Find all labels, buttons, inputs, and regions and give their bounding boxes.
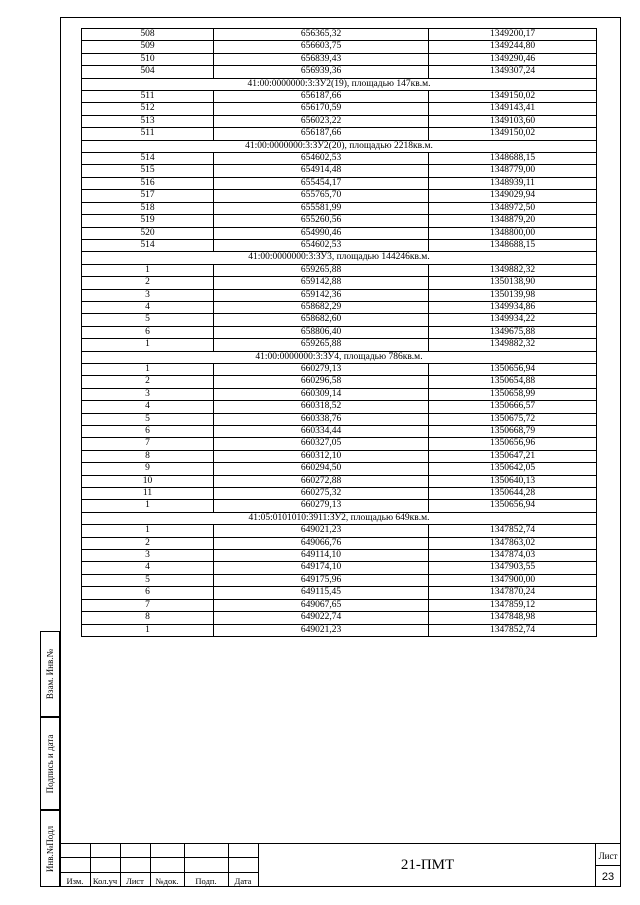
table-row — [82, 227, 597, 239]
coord-x: 649021,23 — [214, 624, 429, 636]
table-row — [82, 450, 597, 462]
coord-x: 649021,23 — [214, 525, 429, 537]
coord-x: 655454,17 — [214, 177, 429, 189]
coord-y: 1348939,11 — [429, 177, 597, 189]
point-number: 8 — [82, 612, 214, 624]
table-row — [82, 426, 597, 438]
table-row — [82, 624, 597, 636]
side-stamp — [40, 631, 60, 887]
coord-y: 1350640,13 — [429, 475, 597, 487]
coord-y: 1348800,00 — [429, 227, 597, 239]
point-number: 6 — [82, 326, 214, 338]
table-row — [82, 177, 597, 189]
point-number: 519 — [82, 215, 214, 227]
table-row — [82, 413, 597, 425]
point-number: 516 — [82, 177, 214, 189]
point-number: 511 — [82, 128, 214, 140]
point-number: 510 — [82, 53, 214, 65]
parcel-header-row — [82, 351, 597, 363]
coord-y: 1347859,12 — [429, 599, 597, 611]
coord-y: 1349200,17 — [429, 29, 597, 41]
coord-x: 660294,50 — [214, 463, 429, 475]
coord-y: 1350668,79 — [429, 426, 597, 438]
coord-y: 1347863,02 — [429, 537, 597, 549]
table-row — [82, 587, 597, 599]
inv-orig-cell — [40, 810, 60, 887]
coord-x: 649175,96 — [214, 574, 429, 586]
ndok-label: №док. — [155, 876, 179, 886]
coord-y: 1348879,20 — [429, 215, 597, 227]
title-block — [60, 843, 621, 887]
coord-y: 1350654,88 — [429, 376, 597, 388]
table-row — [82, 599, 597, 611]
point-number: 4 — [82, 301, 214, 313]
coord-x: 654990,46 — [214, 227, 429, 239]
coord-y: 1349290,46 — [429, 53, 597, 65]
coord-y: 1349150,02 — [429, 128, 597, 140]
coord-y: 1349675,88 — [429, 326, 597, 338]
coord-y: 1347852,74 — [429, 525, 597, 537]
point-number: 5 — [82, 413, 214, 425]
table-row — [82, 326, 597, 338]
point-number: 515 — [82, 165, 214, 177]
table-row — [82, 401, 597, 413]
table-row — [82, 363, 597, 375]
coord-y: 1349244,80 — [429, 41, 597, 53]
table-row — [82, 53, 597, 65]
coord-x: 655765,70 — [214, 190, 429, 202]
table-row — [82, 29, 597, 41]
coord-x: 660272,88 — [214, 475, 429, 487]
coord-x: 649174,10 — [214, 562, 429, 574]
sheet-box — [595, 843, 621, 887]
parcel-header: 41:00:0000000:3:ЗУ2(19), площадью 147кв.м. — [82, 78, 597, 90]
document-code: 21-ПМТ — [400, 856, 455, 873]
parcel-header: 41:00:0000000:3:ЗУ3, площадью 144246кв.м. — [82, 252, 597, 264]
coord-y: 1348779,00 — [429, 165, 597, 177]
point-number: 3 — [82, 289, 214, 301]
table-row — [82, 190, 597, 202]
parcel-header-row — [82, 512, 597, 524]
table-row — [82, 202, 597, 214]
parcel-header-row — [82, 78, 597, 90]
coord-y: 1350138,90 — [429, 277, 597, 289]
coord-y: 1347852,74 — [429, 624, 597, 636]
coord-x: 656187,66 — [214, 128, 429, 140]
table-row — [82, 314, 597, 326]
table-row — [82, 115, 597, 127]
coord-y: 1350656,94 — [429, 363, 597, 375]
point-number: 517 — [82, 190, 214, 202]
coord-x: 654602,53 — [214, 239, 429, 251]
coord-x: 654602,53 — [214, 153, 429, 165]
table-row — [82, 562, 597, 574]
coord-y: 1349882,32 — [429, 264, 597, 276]
coord-y: 1350656,96 — [429, 438, 597, 450]
coord-x: 660327,05 — [214, 438, 429, 450]
point-number: 2 — [82, 376, 214, 388]
coord-x: 654914,48 — [214, 165, 429, 177]
table-row — [82, 550, 597, 562]
point-number: 2 — [82, 277, 214, 289]
coord-x: 649115,45 — [214, 587, 429, 599]
parcel-header: 41:05:0101010:3911:ЗУ2, площадью 649кв.м. — [82, 512, 597, 524]
coord-x: 660296,58 — [214, 376, 429, 388]
coord-y: 1350656,94 — [429, 500, 597, 512]
coord-x: 656839,43 — [214, 53, 429, 65]
table-row — [82, 463, 597, 475]
point-number: 4 — [82, 562, 214, 574]
coord-x: 660275,32 — [214, 488, 429, 500]
coord-y: 1349307,24 — [429, 66, 597, 78]
point-number: 7 — [82, 599, 214, 611]
table-row — [82, 128, 597, 140]
coord-x: 656365,32 — [214, 29, 429, 41]
coordinates-table — [81, 28, 597, 637]
point-number: 1 — [82, 624, 214, 636]
coord-y: 1349150,02 — [429, 91, 597, 103]
table-row — [82, 438, 597, 450]
point-number: 1 — [82, 500, 214, 512]
table-row — [82, 277, 597, 289]
coord-y: 1350658,99 — [429, 388, 597, 400]
table-row — [82, 91, 597, 103]
table-row — [82, 537, 597, 549]
coord-x: 660312,10 — [214, 450, 429, 462]
swap-inv-cell — [40, 631, 60, 717]
point-number: 7 — [82, 438, 214, 450]
table-row — [82, 103, 597, 115]
parcel-header: 41:00:0000000:3:ЗУ2(20), площадью 2218кв.м. — [82, 140, 597, 152]
coord-y: 1347903,55 — [429, 562, 597, 574]
point-number: 6 — [82, 426, 214, 438]
list-label: Лист — [126, 876, 144, 886]
coord-x: 656023,22 — [214, 115, 429, 127]
table-row — [82, 153, 597, 165]
coord-x: 649114,10 — [214, 550, 429, 562]
coord-x: 658682,29 — [214, 301, 429, 313]
coord-x: 656939,36 — [214, 66, 429, 78]
table-row — [82, 264, 597, 276]
point-number: 5 — [82, 574, 214, 586]
coord-y: 1349143,41 — [429, 103, 597, 115]
point-number: 10 — [82, 475, 214, 487]
coord-y: 1347848,98 — [429, 612, 597, 624]
kol-label: Кол.уч — [92, 876, 118, 886]
table-row — [82, 475, 597, 487]
coord-y: 1347900,00 — [429, 574, 597, 586]
coord-y: 1350666,57 — [429, 401, 597, 413]
coord-x: 658806,40 — [214, 326, 429, 338]
point-number: 9 — [82, 463, 214, 475]
point-number: 518 — [82, 202, 214, 214]
coord-x: 660309,14 — [214, 388, 429, 400]
coord-x: 649067,65 — [214, 599, 429, 611]
swap-inv-label: Взам. Инв.№ — [45, 648, 55, 700]
coord-y: 1350642,05 — [429, 463, 597, 475]
coord-y: 1348972,50 — [429, 202, 597, 214]
coord-y: 1348688,15 — [429, 153, 597, 165]
coord-x: 656187,66 — [214, 91, 429, 103]
coord-y: 1350139,98 — [429, 289, 597, 301]
coord-x: 659142,88 — [214, 277, 429, 289]
coord-x: 649022,74 — [214, 612, 429, 624]
coord-y: 1349934,22 — [429, 314, 597, 326]
table-row — [82, 488, 597, 500]
table-row — [82, 376, 597, 388]
table-row — [82, 525, 597, 537]
point-number: 514 — [82, 239, 214, 251]
coord-x: 656170,59 — [214, 103, 429, 115]
point-number: 514 — [82, 153, 214, 165]
table-row — [82, 388, 597, 400]
table-row — [82, 289, 597, 301]
point-number: 1 — [82, 525, 214, 537]
coord-x: 658682,60 — [214, 314, 429, 326]
point-number: 504 — [82, 66, 214, 78]
table-row — [82, 165, 597, 177]
coord-x: 659265,88 — [214, 339, 429, 351]
table-row — [82, 41, 597, 53]
coord-x: 655581,99 — [214, 202, 429, 214]
inv-orig-label: Инв.№Подл — [45, 825, 55, 872]
point-number: 5 — [82, 314, 214, 326]
point-number: 1 — [82, 339, 214, 351]
point-number: 2 — [82, 537, 214, 549]
sheet-number: 23 — [601, 871, 615, 883]
sign-date-label: Подпись и дата — [45, 734, 55, 793]
coord-x: 660318,52 — [214, 401, 429, 413]
point-number: 6 — [82, 587, 214, 599]
parcel-header-row — [82, 252, 597, 264]
data-label: Дата — [234, 876, 252, 886]
table-row — [82, 339, 597, 351]
parcel-header: 41:00:0000000:3:ЗУ4, площадью 786кв.м. — [82, 351, 597, 363]
parcel-header-row — [82, 140, 597, 152]
point-number: 509 — [82, 41, 214, 53]
sign-date-cell — [40, 717, 60, 810]
table-row — [82, 574, 597, 586]
coord-y: 1349934,86 — [429, 301, 597, 313]
coord-y: 1349029,94 — [429, 190, 597, 202]
coord-y: 1349882,32 — [429, 339, 597, 351]
point-number: 1 — [82, 363, 214, 375]
coord-x: 659265,88 — [214, 264, 429, 276]
coord-y: 1348688,15 — [429, 239, 597, 251]
point-number: 520 — [82, 227, 214, 239]
point-number: 8 — [82, 450, 214, 462]
point-number: 11 — [82, 488, 214, 500]
coord-y: 1350644,28 — [429, 488, 597, 500]
coord-y: 1350647,21 — [429, 450, 597, 462]
coord-x: 660279,13 — [214, 500, 429, 512]
table-row — [82, 612, 597, 624]
point-number: 3 — [82, 388, 214, 400]
izm-label: Изм. — [66, 876, 84, 886]
coord-x: 660338,76 — [214, 413, 429, 425]
sheet-label: Лист — [598, 851, 618, 861]
coord-x: 656603,75 — [214, 41, 429, 53]
coord-x: 649066,76 — [214, 537, 429, 549]
table-row — [82, 215, 597, 227]
table-row — [82, 66, 597, 78]
coord-y: 1347874,03 — [429, 550, 597, 562]
table-row — [82, 239, 597, 251]
coord-x: 660279,13 — [214, 363, 429, 375]
point-number: 4 — [82, 401, 214, 413]
coord-y: 1350675,72 — [429, 413, 597, 425]
point-number: 512 — [82, 103, 214, 115]
point-number: 513 — [82, 115, 214, 127]
coord-x: 655260,56 — [214, 215, 429, 227]
coord-x: 660334,44 — [214, 426, 429, 438]
point-number: 508 — [82, 29, 214, 41]
point-number: 1 — [82, 264, 214, 276]
point-number: 511 — [82, 91, 214, 103]
coord-x: 659142,36 — [214, 289, 429, 301]
table-row — [82, 301, 597, 313]
table-row — [82, 500, 597, 512]
point-number: 3 — [82, 550, 214, 562]
podp-label: Подп. — [195, 876, 217, 886]
coord-y: 1347870,24 — [429, 587, 597, 599]
coord-y: 1349103,60 — [429, 115, 597, 127]
